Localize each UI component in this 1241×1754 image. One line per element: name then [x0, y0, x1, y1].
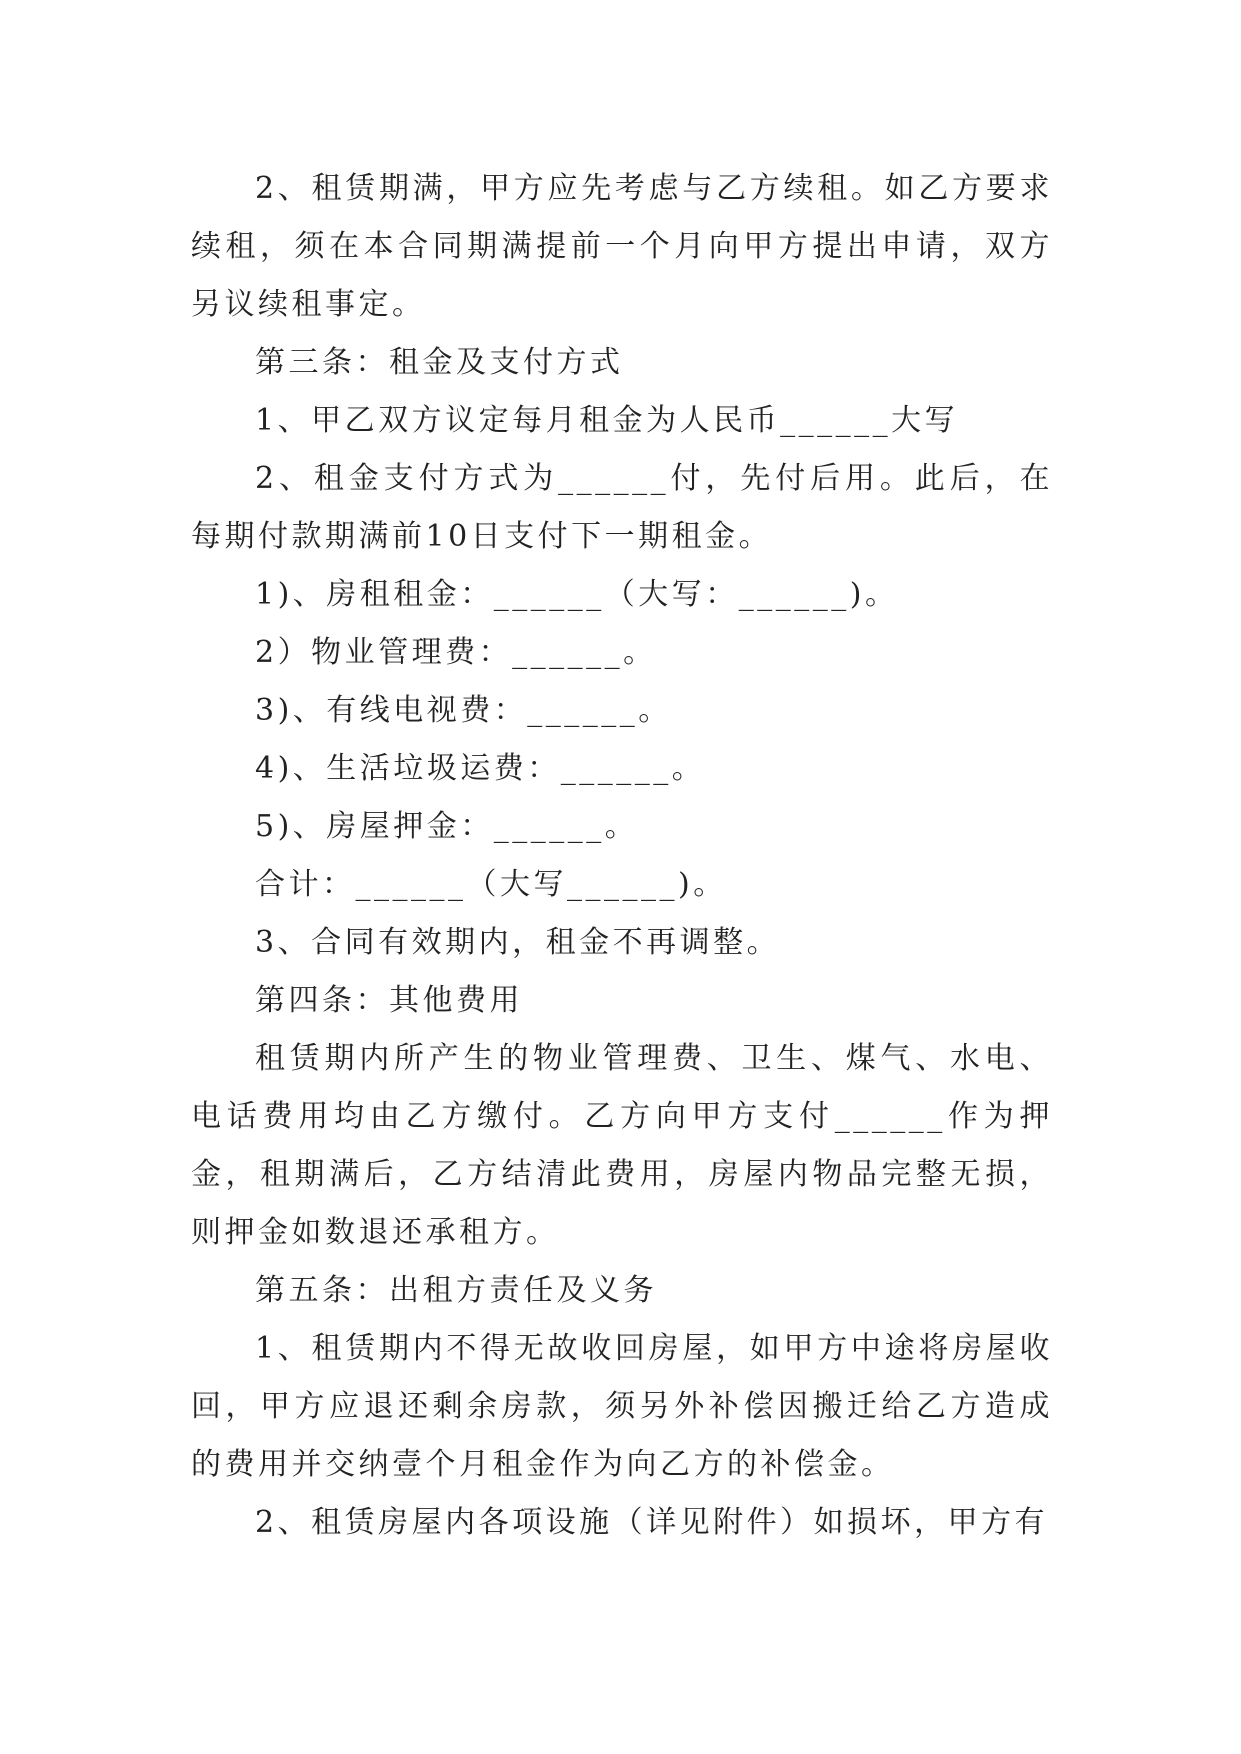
heading-article-3: 第三条：租金及支付方式 [255, 345, 624, 380]
item-cable-tv-fee: 3)、有线电视费：______。 [255, 693, 672, 728]
heading-article-5: 第五条：出租方责任及义务 [255, 1273, 657, 1308]
paragraph-no-adjustment: 3、合同有效期内，租金不再调整。 [255, 925, 781, 960]
paragraph-lessor-duty-1: 1、租赁期内不得无故收回房屋，如甲方中途将房屋收回，甲方应退还剩余房款，须另外补偿因搬迁给乙方造成的费用并交纳壹个月租金作为向乙方的补偿金。 [191, 1331, 1053, 1482]
item-garbage-fee: 4)、生活垃圾运费：______。 [255, 751, 706, 786]
paragraph-renewal: 2、租赁期满，甲方应先考虑与乙方续租。如乙方要求续租，须在本合同期满提前一个月向甲方提出申请，双方另议续租事定。 [191, 171, 1053, 322]
paragraph-payment-method: 2、租金支付方式为______付，先付后用。此后，在每期付款期满前10日支付下一期租金。 [191, 461, 1053, 554]
heading-article-4: 第四条：其他费用 [255, 983, 523, 1018]
paragraph-monthly-rent: 1、甲乙双方议定每月租金为人民币______大写 [255, 403, 959, 438]
document-body [191, 160, 1053, 1552]
item-deposit: 5)、房屋押金：______。 [255, 809, 639, 844]
item-house-rent: 1)、房租租金：______（大写：______)。 [255, 577, 899, 612]
paragraph-other-fees: 租赁期内所产生的物业管理费、卫生、煤气、水电、电话费用均由乙方缴付。乙方向甲方支付______作为押金，租期满后，乙方结清此费用，房屋内物品完整无损，则押金如数退还承租方。 [191, 1041, 1053, 1250]
item-property-fee: 2）物业管理费：______。 [255, 635, 657, 670]
item-total: 合计：______（大写______)。 [255, 867, 727, 902]
paragraph-lessor-duty-2: 2、租赁房屋内各项设施（详见附件）如损坏，甲方有 [255, 1505, 1049, 1540]
